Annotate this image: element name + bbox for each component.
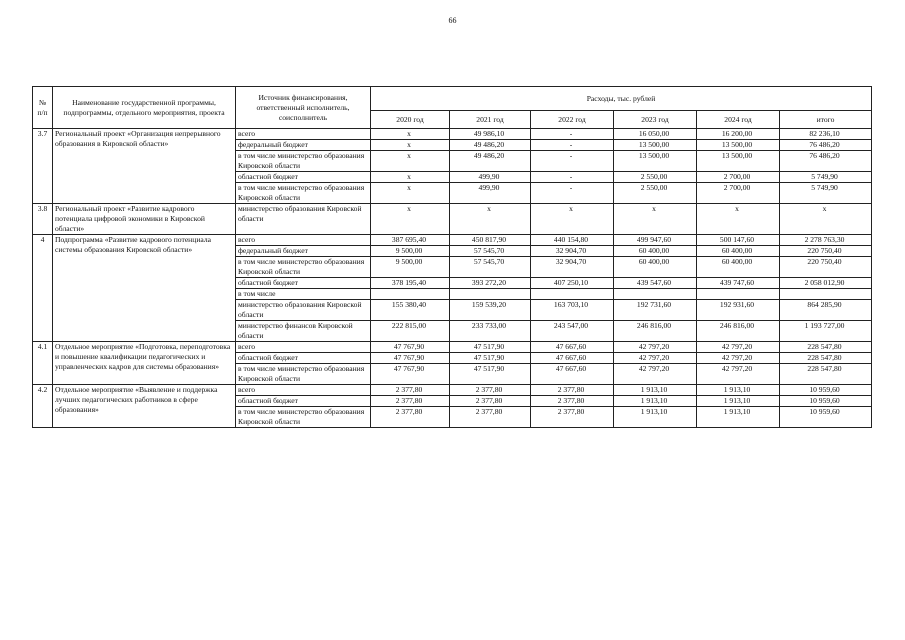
year-value: 2 550,00 — [614, 172, 697, 183]
header-total: итого — [780, 111, 872, 129]
year-value: 47 767,90 — [371, 353, 450, 364]
table-row — [33, 385, 872, 396]
funding-source: в том числе министерство образования Кировской области — [236, 183, 371, 204]
year-value: - — [531, 172, 614, 183]
year-value: 13 500,00 — [697, 140, 780, 151]
total-value: 864 285,90 — [780, 300, 872, 321]
year-value: 47 667,60 — [531, 353, 614, 364]
year-value: 47 767,90 — [371, 364, 450, 385]
table-row — [33, 235, 872, 246]
funding-source: в том числе министерство образования Кировской области — [236, 151, 371, 172]
funding-source: областной бюджет — [236, 278, 371, 289]
year-value: 47 667,60 — [531, 364, 614, 385]
total-value: 5 749,90 — [780, 172, 872, 183]
total-value: 82 236,10 — [780, 129, 872, 140]
total-value: 2 278 763,30 — [780, 235, 872, 246]
funding-source: федеральный бюджет — [236, 246, 371, 257]
page-number: 66 — [448, 16, 457, 25]
funding-source: всего — [236, 385, 371, 396]
funding-source: в том числе министерство образования Кировской области — [236, 257, 371, 278]
year-value: 499,90 — [450, 172, 531, 183]
year-value: 2 550,00 — [614, 183, 697, 204]
year-value: 49 486,20 — [450, 151, 531, 172]
table-header — [33, 87, 872, 129]
header-year: 2021 год — [450, 111, 531, 129]
year-value: 47 517,90 — [450, 353, 531, 364]
year-value: х — [531, 204, 614, 235]
funding-source: федеральный бюджет — [236, 140, 371, 151]
header-year: 2020 год — [371, 111, 450, 129]
year-value: 13 500,00 — [614, 151, 697, 172]
year-value: - — [531, 129, 614, 140]
row-number: 4.2 — [33, 385, 53, 428]
year-value: 233 733,00 — [450, 321, 531, 342]
year-value: 407 250,10 — [531, 278, 614, 289]
year-value: х — [371, 140, 450, 151]
header-year: 2022 год — [531, 111, 614, 129]
year-value: х — [371, 129, 450, 140]
year-value: 2 377,80 — [450, 396, 531, 407]
year-value: 2 377,80 — [371, 407, 450, 428]
year-value: 49 486,20 — [450, 140, 531, 151]
year-value: х — [371, 151, 450, 172]
year-value: 2 700,00 — [697, 183, 780, 204]
row-number: 4 — [33, 235, 53, 342]
year-value: 393 272,20 — [450, 278, 531, 289]
year-value: х — [697, 204, 780, 235]
table-body — [33, 129, 872, 428]
total-value — [780, 289, 872, 300]
funding-source: в том числе министерство образования Кировской области — [236, 364, 371, 385]
year-value: 42 797,20 — [614, 342, 697, 353]
year-value: 60 400,00 — [697, 246, 780, 257]
year-value — [450, 289, 531, 300]
year-value: 9 500,00 — [371, 257, 450, 278]
total-value: 10 959,60 — [780, 396, 872, 407]
year-value: 500 147,60 — [697, 235, 780, 246]
year-value: 246 816,00 — [614, 321, 697, 342]
year-value: - — [531, 151, 614, 172]
funding-source: министерство образования Кировской области — [236, 300, 371, 321]
year-value: 47 767,90 — [371, 342, 450, 353]
year-value: 42 797,20 — [614, 353, 697, 364]
year-value: 60 400,00 — [614, 257, 697, 278]
year-value: 47 517,90 — [450, 364, 531, 385]
year-value: 440 154,80 — [531, 235, 614, 246]
year-value: 1 913,10 — [697, 407, 780, 428]
header-name: Наименование государственной программы, подпрограммы, отдельного мероприятия, проекта — [53, 87, 236, 129]
year-value: 1 913,10 — [697, 396, 780, 407]
year-value: 32 904,70 — [531, 246, 614, 257]
year-value: 159 539,20 — [450, 300, 531, 321]
year-value: 42 797,20 — [697, 353, 780, 364]
total-value: 5 749,90 — [780, 183, 872, 204]
budget-table — [32, 86, 872, 428]
year-value: - — [531, 140, 614, 151]
year-value: 2 377,80 — [531, 385, 614, 396]
year-value: 192 931,60 — [697, 300, 780, 321]
year-value: - — [531, 183, 614, 204]
year-value: 439 747,60 — [697, 278, 780, 289]
funding-source: министерство финансов Кировской области — [236, 321, 371, 342]
total-value: 10 959,60 — [780, 385, 872, 396]
year-value: 499 947,60 — [614, 235, 697, 246]
year-value: 42 797,20 — [697, 364, 780, 385]
year-value: 2 377,80 — [371, 385, 450, 396]
year-value: 222 815,00 — [371, 321, 450, 342]
header-expenses: Расходы, тыс. рублей — [371, 87, 872, 111]
year-value: 155 380,40 — [371, 300, 450, 321]
total-value: 10 959,60 — [780, 407, 872, 428]
year-value: 387 695,40 — [371, 235, 450, 246]
total-value: 228 547,80 — [780, 364, 872, 385]
header-num: № п/п — [33, 87, 53, 129]
total-value: 228 547,80 — [780, 353, 872, 364]
year-value: 13 500,00 — [697, 151, 780, 172]
year-value: 2 377,80 — [450, 385, 531, 396]
table-row — [33, 342, 872, 353]
row-number: 3.7 — [33, 129, 53, 204]
year-value: 1 913,10 — [614, 407, 697, 428]
table-row — [33, 129, 872, 140]
total-value: 1 193 727,00 — [780, 321, 872, 342]
program-name: Региональный проект «Развитие кадрового потенциала цифровой экономики в Кировской области» — [53, 204, 236, 235]
year-value — [697, 289, 780, 300]
year-value: 2 377,80 — [531, 396, 614, 407]
year-value — [531, 289, 614, 300]
year-value — [371, 289, 450, 300]
year-value: х — [450, 204, 531, 235]
year-value: х — [614, 204, 697, 235]
program-name: Отдельное мероприятие «Подготовка, переподготовка и повышение квалификации педагогических и управленческих кадров для системы образования» — [53, 342, 236, 385]
total-value: 220 750,40 — [780, 246, 872, 257]
year-value — [614, 289, 697, 300]
year-value: х — [371, 183, 450, 204]
row-number: 4.1 — [33, 342, 53, 385]
total-value: 228 547,80 — [780, 342, 872, 353]
year-value: 499,90 — [450, 183, 531, 204]
year-value: 57 545,70 — [450, 246, 531, 257]
year-value: 2 377,80 — [450, 407, 531, 428]
header-source: Источник финансирования, ответственный исполнитель, соисполнитель — [236, 87, 371, 129]
total-value: 76 486,20 — [780, 140, 872, 151]
year-value: х — [371, 204, 450, 235]
year-value: 243 547,00 — [531, 321, 614, 342]
year-value: 13 500,00 — [614, 140, 697, 151]
year-value: 57 545,70 — [450, 257, 531, 278]
year-value: 60 400,00 — [614, 246, 697, 257]
year-value: 1 913,10 — [697, 385, 780, 396]
year-value: 47 667,60 — [531, 342, 614, 353]
total-value: 2 058 012,90 — [780, 278, 872, 289]
year-value: 246 816,00 — [697, 321, 780, 342]
year-value: 1 913,10 — [614, 396, 697, 407]
year-value: 2 377,80 — [531, 407, 614, 428]
funding-source: министерство образования Кировской области — [236, 204, 371, 235]
year-value: 42 797,20 — [614, 364, 697, 385]
year-value: 450 817,90 — [450, 235, 531, 246]
year-value: 16 050,00 — [614, 129, 697, 140]
funding-source: в том числе министерство образования Кировской области — [236, 407, 371, 428]
year-value: 9 500,00 — [371, 246, 450, 257]
program-name: Региональный проект «Организация непрерывного образования в Кировской области» — [53, 129, 236, 204]
year-value: 2 377,80 — [371, 396, 450, 407]
year-value: 192 731,60 — [614, 300, 697, 321]
year-value: 49 986,10 — [450, 129, 531, 140]
total-value: х — [780, 204, 872, 235]
table-row — [33, 204, 872, 235]
header-year: 2024 год — [697, 111, 780, 129]
funding-source: областной бюджет — [236, 353, 371, 364]
program-name: Отдельное мероприятие «Выявление и поддержка лучших педагогических работников в сфере образования» — [53, 385, 236, 428]
total-value: 220 750,40 — [780, 257, 872, 278]
year-value: 47 517,90 — [450, 342, 531, 353]
funding-source: областной бюджет — [236, 396, 371, 407]
funding-source: всего — [236, 342, 371, 353]
program-name: Подпрограмма «Развитие кадрового потенциала системы образования Кировской области» — [53, 235, 236, 342]
year-value: 163 703,10 — [531, 300, 614, 321]
year-value: 2 700,00 — [697, 172, 780, 183]
row-number: 3.8 — [33, 204, 53, 235]
year-value: 439 547,60 — [614, 278, 697, 289]
year-value: 1 913,10 — [614, 385, 697, 396]
funding-source: областной бюджет — [236, 172, 371, 183]
year-value: 60 400,00 — [697, 257, 780, 278]
funding-source: всего — [236, 235, 371, 246]
year-value: х — [371, 172, 450, 183]
year-value: 42 797,20 — [697, 342, 780, 353]
year-value: 32 904,70 — [531, 257, 614, 278]
year-value: 16 200,00 — [697, 129, 780, 140]
year-value: 378 195,40 — [371, 278, 450, 289]
total-value: 76 486,20 — [780, 151, 872, 172]
header-year: 2023 год — [614, 111, 697, 129]
funding-source: всего — [236, 129, 371, 140]
funding-source: в том числе — [236, 289, 371, 300]
